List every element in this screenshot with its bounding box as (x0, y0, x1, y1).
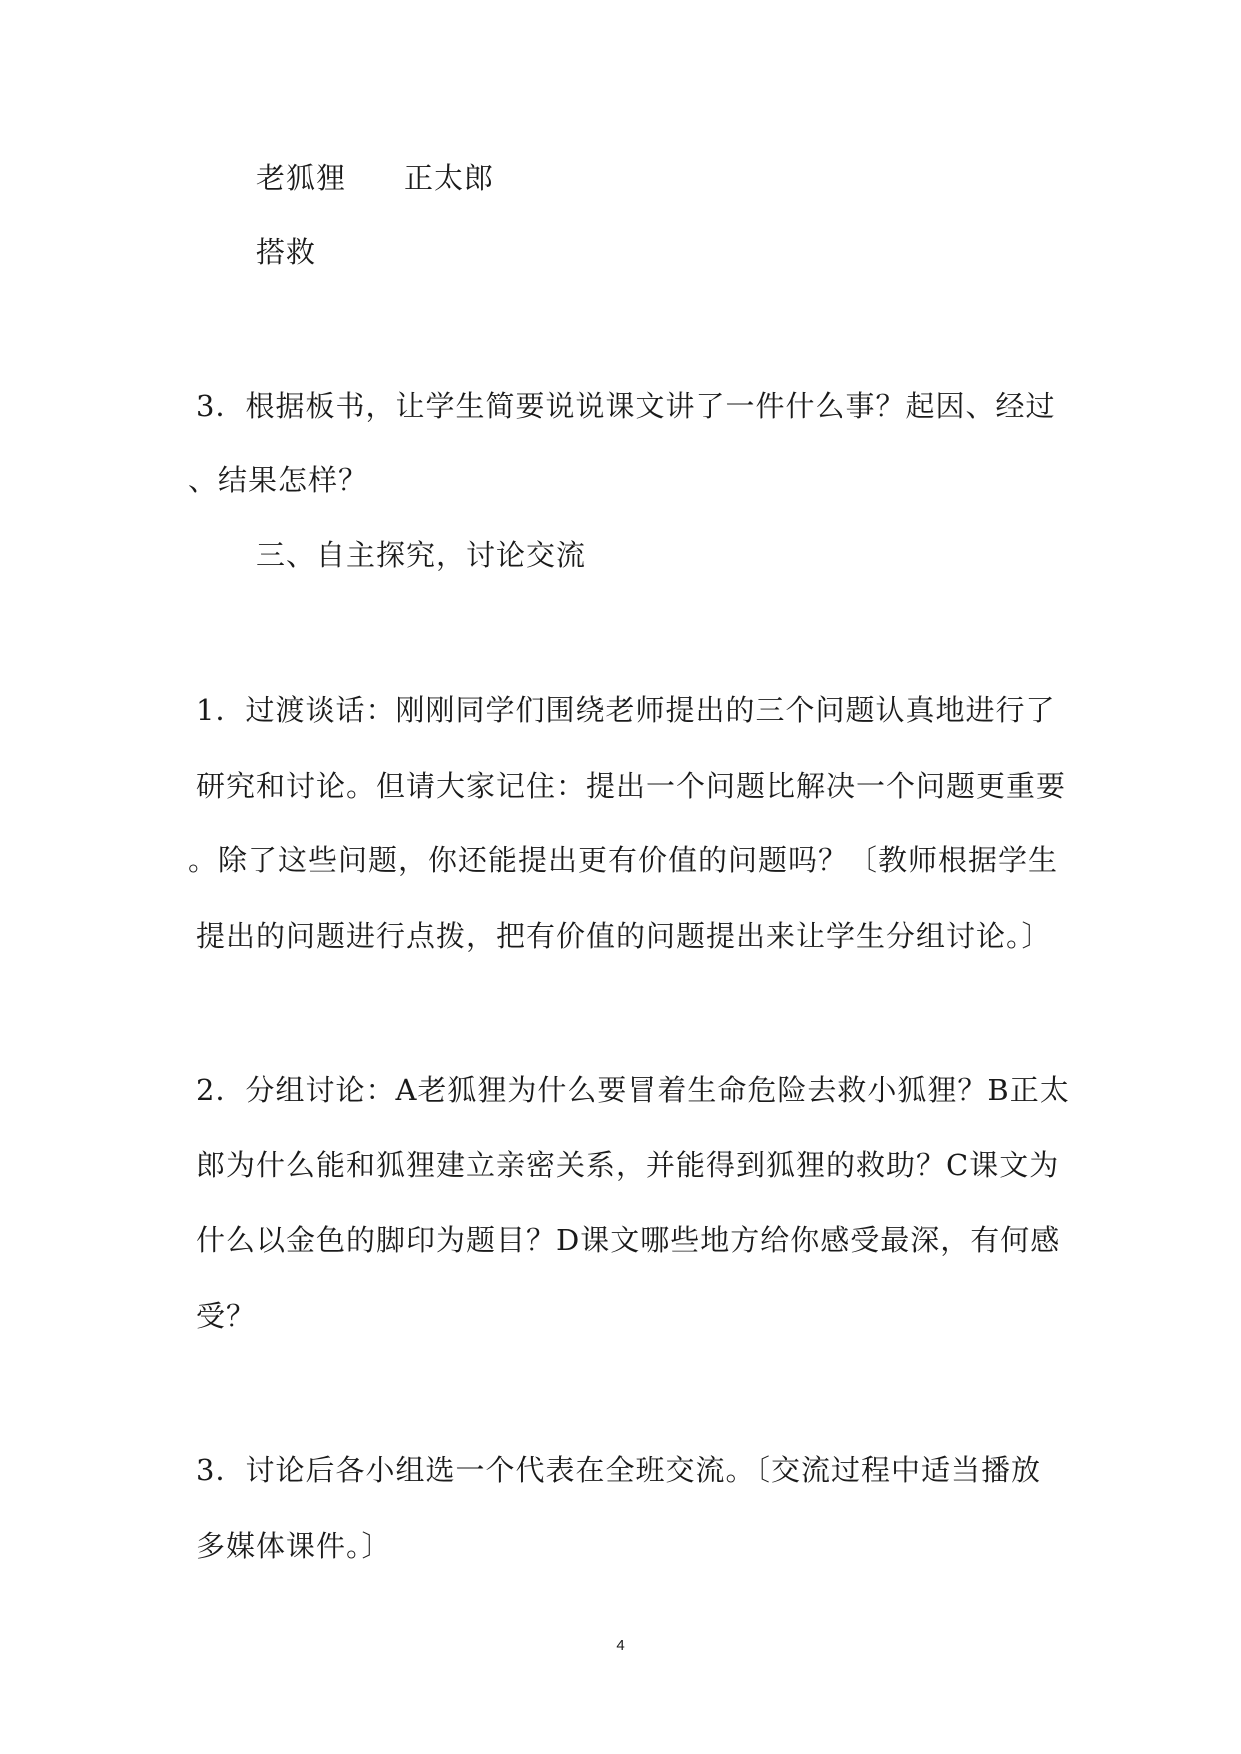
paragraph-line: 2．分组讨论：A老狐狸为什么要冒着生命危险去救小狐狸？B正太 (196, 1073, 1070, 1107)
paragraph-line: 郎为什么能和狐狸建立亲密关系，并能得到狐狸的救助？C课文为 (196, 1148, 1060, 1182)
paragraph-line: 研究和讨论。但请大家记住：提出一个问题比解决一个问题更重要 (196, 769, 1067, 803)
paragraph-line: 。除了这些问题，你还能提出更有价值的问题吗？〔教师根据学生 (188, 843, 1059, 877)
paragraph-line: 提出的问题进行点拨，把有价值的问题提出来让学生分组讨论。〕 (196, 919, 1052, 953)
paragraph-line: 3．根据板书，让学生简要说说课文讲了一件什么事？起因、经过 (196, 389, 1056, 423)
page-number: 4 (616, 1637, 625, 1654)
board-item-shotaro: 正太郎 (404, 161, 495, 195)
paragraph-line: 多媒体课件。〕 (196, 1529, 392, 1563)
paragraph-line: 、结果怎样？ (188, 463, 369, 497)
paragraph-line: 受？ (196, 1299, 257, 1333)
section-heading: 三、自主探究，讨论交流 (256, 538, 587, 572)
paragraph-line: 3．讨论后各小组选一个代表在全班交流。〔交流过程中适当播放 (196, 1453, 1041, 1487)
board-item-old-fox: 老狐狸 (256, 161, 347, 195)
paragraph-line: 什么以金色的脚印为题目？D课文哪些地方给你感受最深，有何感 (196, 1223, 1061, 1257)
paragraph-line: 1．过渡谈话：刚刚同学们围绕老师提出的三个问题认真地进行了 (196, 693, 1056, 727)
board-row-1 (256, 158, 494, 198)
board-item-rescue: 搭救 (256, 235, 317, 269)
